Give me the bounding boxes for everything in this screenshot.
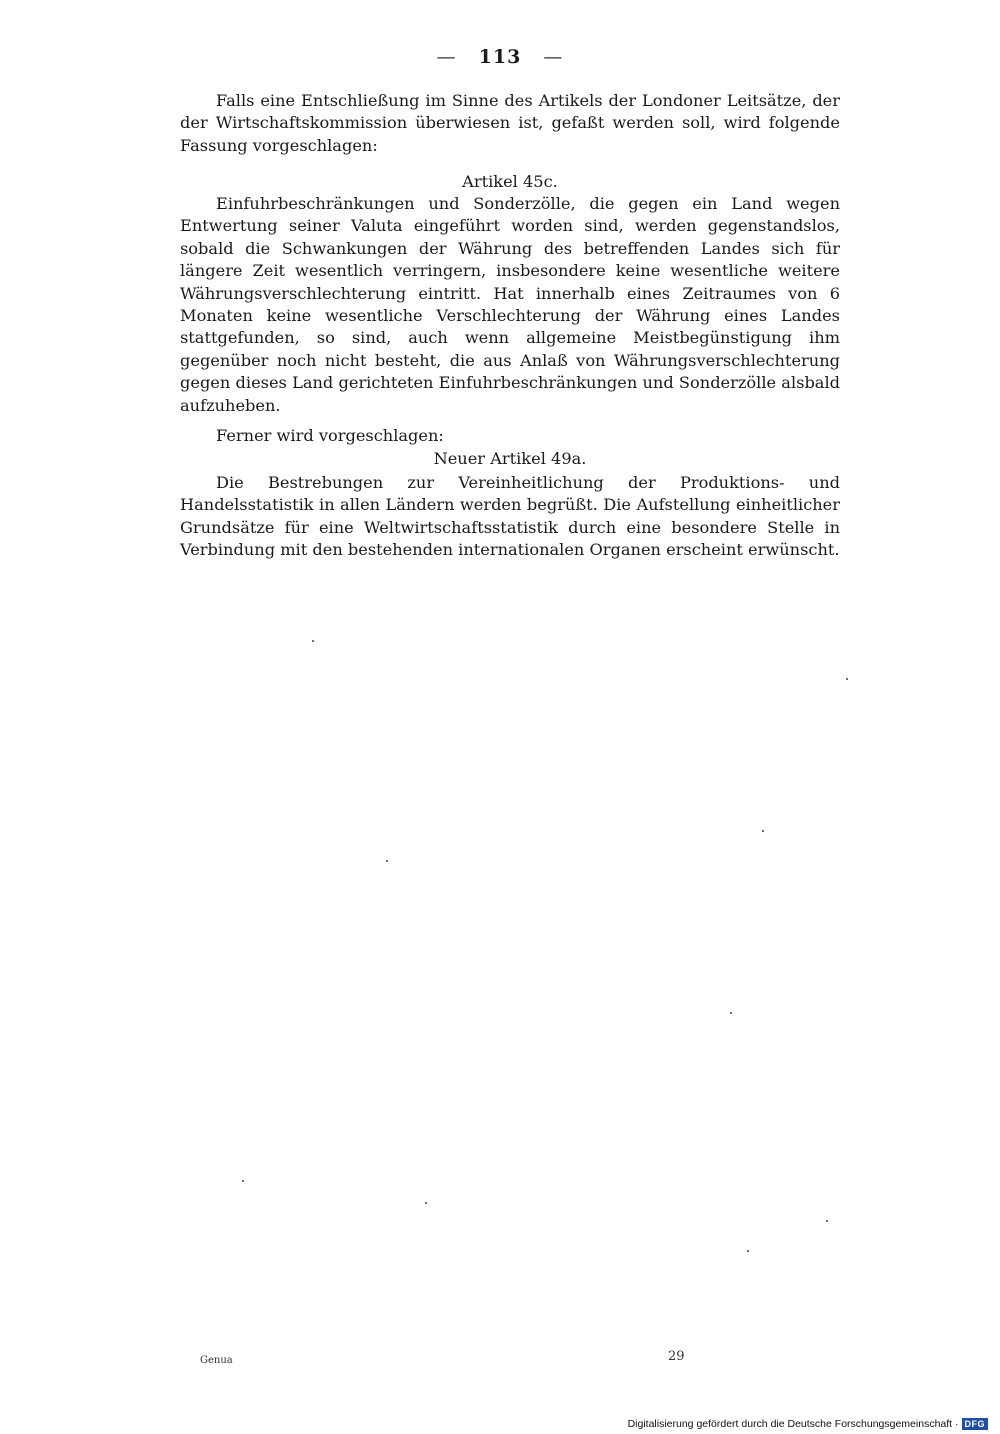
scan-speck xyxy=(747,1250,749,1252)
dfg-logo-icon: DFG xyxy=(962,1418,989,1430)
scan-speck xyxy=(312,640,314,642)
footer-signature: Genua xyxy=(200,1355,233,1366)
intro-paragraph: Falls eine Entschließung im Sinne des Artikels der Londoner Leitsätze, der der Wirtschaftskommission überwiesen ist, gefaßt werden soll, wird folgende Fassung vorgeschlagen: xyxy=(180,91,840,155)
article-45c-heading: Artikel 45c. xyxy=(462,172,558,191)
scan-speck xyxy=(242,1180,244,1182)
scan-speck xyxy=(425,1202,427,1204)
footer-sheet-number: 29 xyxy=(668,1349,685,1364)
scan-speck xyxy=(846,678,848,680)
article-45c-body: Einfuhrbeschränkungen und Sonderzölle, die gegen ein Land wegen Entwertung seiner Valuta eingeführt worden sind, werden gegenstandslos, sobald die Schwankungen der Währung des betreffenden Landes sich für längere Zeit wesentlich verringern, insbesondere keine wesentliche weitere Währungsverschlechterung eintritt. Hat innerhalb eines Zeitraumes von 6 Monaten keine wesentliche Verschlechterung der Währung eines Landes stattgefunden, so sind, auch wenn allgemeine Meistbegünstigung ihm gegenüber noch nicht besteht, die aus Anlaß von Währungsverschlechterung gegen dieses Land gerichteten Einfuhrbeschränkungen und Sonderzölle alsbald aufzuheben. xyxy=(180,194,840,415)
dash-right: — xyxy=(543,46,564,68)
credit-text: Digitalisierung gefördert durch die Deutsche Forschungsgemeinschaft · xyxy=(627,1418,959,1430)
ferner-paragraph: Ferner wird vorgeschlagen: xyxy=(216,426,444,445)
dash-left: — xyxy=(436,46,457,68)
page-number: 113 xyxy=(478,46,522,68)
scan-speck xyxy=(826,1220,828,1222)
article-49a-heading: Neuer Artikel 49a. xyxy=(433,449,587,468)
scan-speck xyxy=(730,1012,732,1014)
scan-speck xyxy=(386,860,388,862)
article-49a-body: Die Bestrebungen zur Vereinheitlichung der Produktions- und Handelsstatistik in allen Ländern werden begrüßt. Die Aufstellung einheitlicher Grundsätze für eine Weltwirtschaftsstatistik durch eine besondere Stelle in Verbindung mit den bestehenden internationalen Organen erscheint erwünscht. xyxy=(180,473,840,560)
digitization-credit xyxy=(628,1418,988,1430)
scan-speck xyxy=(762,830,764,832)
page-number-header xyxy=(0,46,1000,68)
